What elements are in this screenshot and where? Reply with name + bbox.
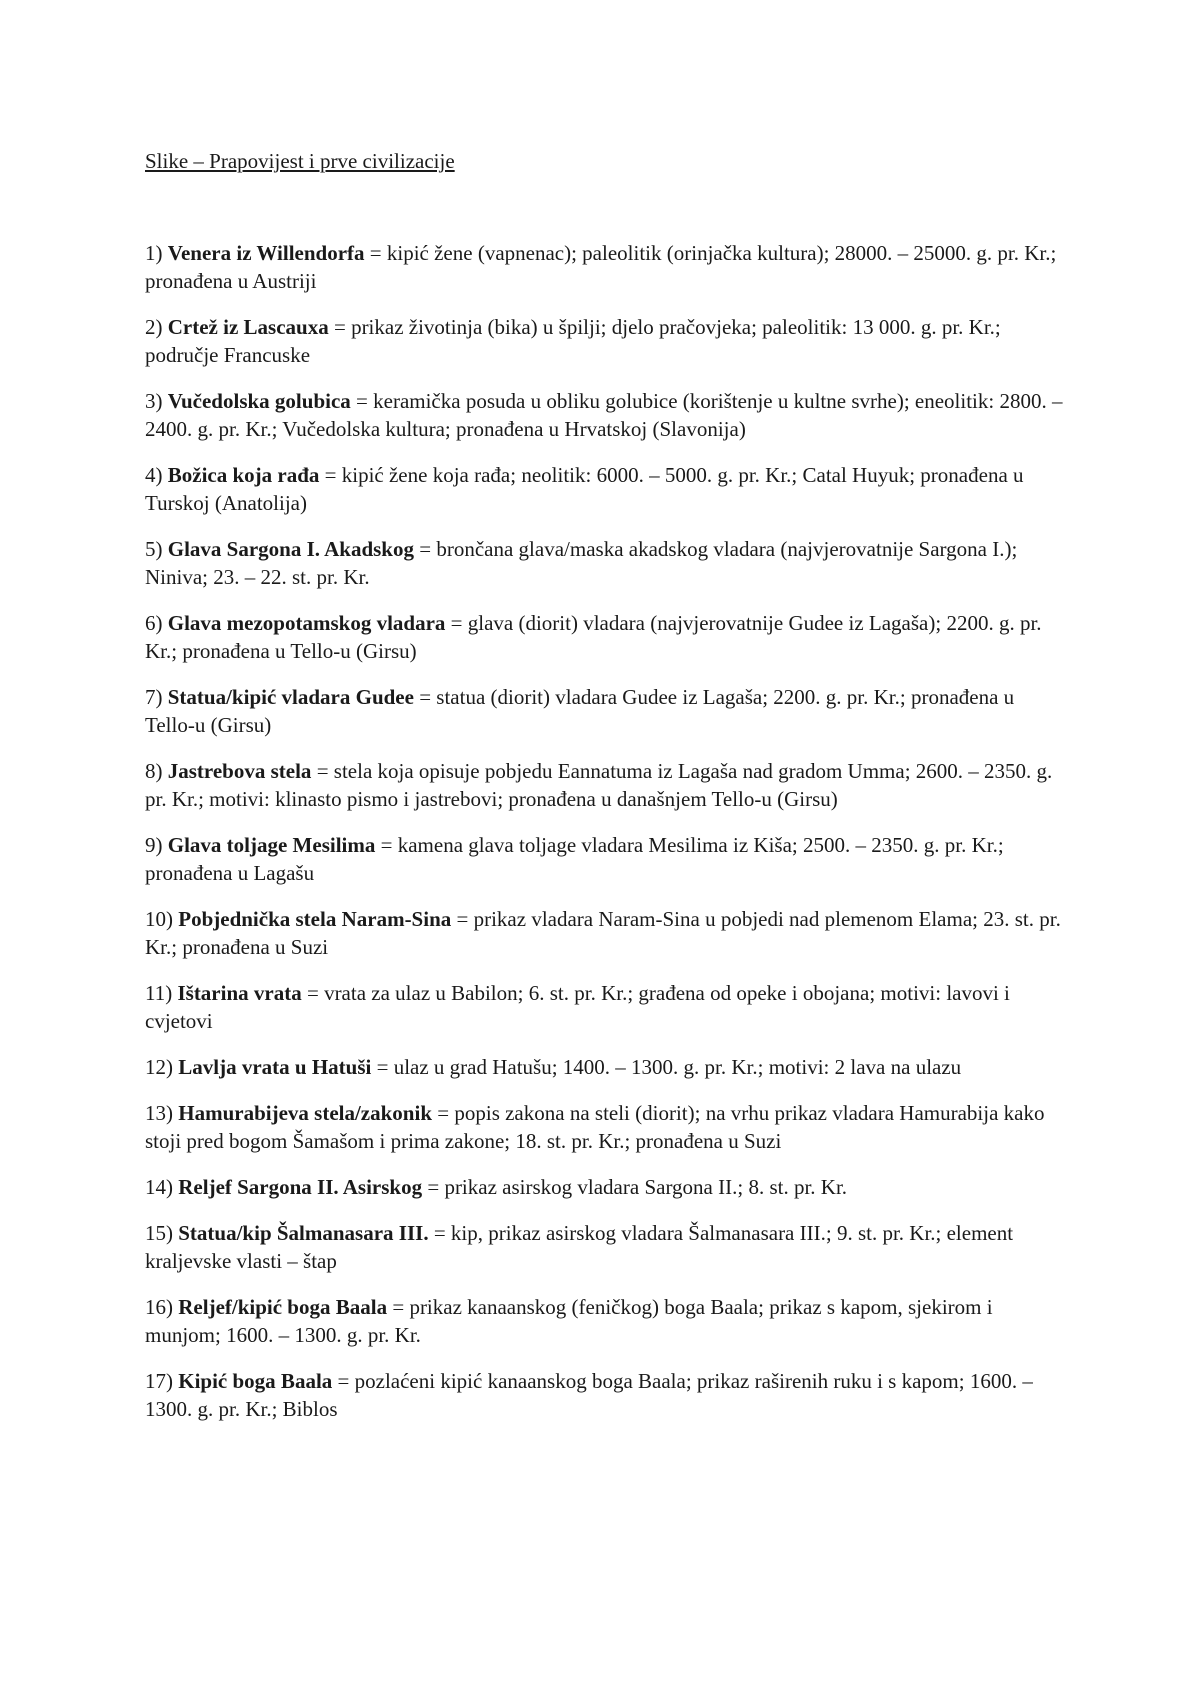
entry-name: Statua/kip Šalmanasara III. [178, 1221, 429, 1245]
entry-name: Pobjednička stela Naram-Sina [178, 907, 452, 931]
entry-number: 3) [145, 389, 163, 413]
entry-number: 11) [145, 981, 173, 1005]
entry-description: brončana glava/maska akadskog vladara (najvjerovatnije Sargona I.); Niniva; 23. – 22. st. pr. Kr. [145, 537, 1018, 589]
entry-name: Vučedolska golubica [167, 389, 351, 413]
entry-number: 10) [145, 907, 173, 931]
list-item: 3) Vučedolska golubica = keramička posuda u obliku golubice (korištenje u kultne svrhe); eneolitik: 2800. – 2400. g. pr. Kr.; Vučedolska kultura; pronađena u Hrvatskoj (Slavonija) [145, 389, 1063, 441]
entry-description: kip, prikaz asirskog vladara Šalmanasara III.; 9. st. pr. Kr.; element kraljevske vlasti – štap [145, 1221, 1014, 1273]
list-item: 13) Hamurabijeva stela/zakonik = popis zakona na steli (diorit); na vrhu prikaz vladara Hamurabija kako stoji pred bogom Šamašom i prima zakone; 18. st. pr. Kr.; pronađena u Suzi [145, 1101, 1045, 1153]
list-item: 6) Glava mezopotamskog vladara = glava (diorit) vladara (najvjerovatnije Gudee iz Lagaša); 2200. g. pr. Kr.; pronađena u Tello-u (Girsu) [145, 611, 1042, 663]
entry-description: stela koja opisuje pobjedu Eannatuma iz Lagaša nad gradom Umma; 2600. – 2350. g. pr. Kr.; motivi: klinasto pismo i jastrebovi; pronađena u današnjem Tello-u (Girsu) [145, 759, 1053, 811]
document-title: Slike – Prapovijest i prve civilizacije [145, 149, 455, 173]
entry-name: Lavlja vrata u Hatuši [178, 1055, 372, 1079]
entry-description: prikaz vladara Naram-Sina u pobjedi nad plemenom Elama; 23. st. pr. Kr.; pronađena u Suzi [145, 907, 1061, 959]
entry-name: Jastrebova stela [167, 759, 312, 783]
list-item: 14) Reljef Sargona II. Asirskog = prikaz asirskog vladara Sargona II.; 8. st. pr. Kr. [145, 1175, 848, 1199]
entry-name: Ištarina vrata [177, 981, 302, 1005]
list-item: 9) Glava toljage Mesilima = kamena glava toljage vladara Mesilima iz Kiša; 2500. – 2350. g. pr. Kr.; pronađena u Lagašu [145, 833, 1004, 885]
entry-name: Glava Sargona I. Akadskog [167, 537, 414, 561]
entry-name: Glava toljage Mesilima [167, 833, 376, 857]
entry-name: Statua/kipić vladara Gudee [167, 685, 414, 709]
entry-name: Venera iz Willendorfa [167, 241, 365, 265]
entry-description: kipić žene (vapnenac); paleolitik (orinjačka kultura); 28000. – 25000. g. pr. Kr.; pronađena u Austriji [145, 241, 1057, 293]
entry-number: 16) [145, 1295, 173, 1319]
list-item: 7) Statua/kipić vladara Gudee = statua (diorit) vladara Gudee iz Lagaša; 2200. g. pr. Kr.; pronađena u Tello-u (Girsu) [145, 685, 1015, 737]
list-item: 17) Kipić boga Baala = pozlaćeni kipić kanaanskog boga Baala; prikaz raširenih ruku i s kapom; 1600. – 1300. g. pr. Kr.; Biblos [145, 1369, 1033, 1421]
entry-number: 15) [145, 1221, 173, 1245]
entry-number: 17) [145, 1369, 173, 1393]
entry-list [145, 239, 1065, 1423]
entry-number: 5) [145, 537, 163, 561]
list-item: 4) Božica koja rađa = kipić žene koja rađa; neolitik: 6000. – 5000. g. pr. Kr.; Catal Huyuk; pronađena u Turskoj (Anatolija) [145, 463, 1024, 515]
entry-description: prikaz životinja (bika) u špilji; djelo pračovjeka; paleolitik: 13 000. g. pr. Kr.; područje Francuske [145, 315, 1001, 367]
entry-number: 2) [145, 315, 163, 339]
list-item: 5) Glava Sargona I. Akadskog = brončana glava/maska akadskog vladara (najvjerovatnije Sargona I.); Niniva; 23. – 22. st. pr. Kr. [145, 537, 1018, 589]
document-body [145, 147, 1065, 1441]
entry-description: ulaz u grad Hatušu; 1400. – 1300. g. pr. Kr.; motivi: 2 lava na ulazu [393, 1055, 962, 1079]
entry-description: keramička posuda u obliku golubice (korištenje u kultne svrhe); eneolitik: 2800. – 2400. g. pr. Kr.; Vučedolska kultura; pronađena u Hrvatskoj (Slavonija) [145, 389, 1063, 441]
list-item: 8) Jastrebova stela = stela koja opisuje pobjedu Eannatuma iz Lagaša nad gradom Umma; 2600. – 2350. g. pr. Kr.; motivi: klinasto pismo i jastrebovi; pronađena u današnjem Tello-u (Girsu) [145, 759, 1053, 811]
entry-number: 7) [145, 685, 163, 709]
entry-description: prikaz kanaanskog (feničkog) boga Baala; prikaz s kapom, sjekirom i munjom; 1600. – 1300. g. pr. Kr. [145, 1295, 993, 1347]
entry-description: kipić žene koja rađa; neolitik: 6000. – 5000. g. pr. Kr.; Catal Huyuk; pronađena u Turskoj (Anatolija) [145, 463, 1024, 515]
entry-number: 1) [145, 241, 163, 265]
list-item: 2) Crtež iz Lascauxa = prikaz životinja (bika) u špilji; djelo pračovjeka; paleolitik: 13 000. g. pr. Kr.; područje Francuske [145, 315, 1001, 367]
entry-name: Hamurabijeva stela/zakonik [178, 1101, 433, 1125]
list-item: 15) Statua/kip Šalmanasara III. = kip, prikaz asirskog vladara Šalmanasara III.; 9. st. pr. Kr.; element kraljevske vlasti – štap [145, 1221, 1014, 1273]
entry-description: kamena glava toljage vladara Mesilima iz Kiša; 2500. – 2350. g. pr. Kr.; pronađena u Lagašu [145, 833, 1004, 885]
list-item: 10) Pobjednička stela Naram-Sina = prikaz vladara Naram-Sina u pobjedi nad plemenom Elama; 23. st. pr. Kr.; pronađena u Suzi [145, 907, 1061, 959]
entry-description: pozlaćeni kipić kanaanskog boga Baala; prikaz raširenih ruku i s kapom; 1600. – 1300. g. pr. Kr.; Biblos [145, 1369, 1033, 1421]
entry-name: Božica koja rađa [167, 463, 320, 487]
entry-name: Reljef/kipić boga Baala [178, 1295, 388, 1319]
entry-number: 8) [145, 759, 163, 783]
entry-name: Kipić boga Baala [178, 1369, 333, 1393]
entry-number: 4) [145, 463, 163, 487]
entry-number: 14) [145, 1175, 173, 1199]
entry-number: 6) [145, 611, 163, 635]
entry-description: statua (diorit) vladara Gudee iz Lagaša; 2200. g. pr. Kr.; pronađena u Tello-u (Girsu) [145, 685, 1015, 737]
entry-description: glava (diorit) vladara (najvjerovatnije Gudee iz Lagaša); 2200. g. pr. Kr.; pronađena u Tello-u (Girsu) [145, 611, 1042, 663]
entry-description: prikaz asirskog vladara Sargona II.; 8. st. pr. Kr. [444, 1175, 848, 1199]
entry-name: Crtež iz Lascauxa [167, 315, 329, 339]
list-item: 11) Ištarina vrata = vrata za ulaz u Babilon; 6. st. pr. Kr.; građena od opeke i obojana; motivi: lavovi i cvjetovi [145, 981, 1010, 1033]
entry-description: popis zakona na steli (diorit); na vrhu prikaz vladara Hamurabija kako stoji pred bogom Šamašom i prima zakone; 18. st. pr. Kr.; pronađena u Suzi [145, 1101, 1045, 1153]
entry-name: Glava mezopotamskog vladara [167, 611, 446, 635]
entry-name: Reljef Sargona II. Asirskog [178, 1175, 423, 1199]
list-item: 12) Lavlja vrata u Hatuši = ulaz u grad Hatušu; 1400. – 1300. g. pr. Kr.; motivi: 2 lava na ulazu [145, 1055, 962, 1079]
entry-number: 9) [145, 833, 163, 857]
list-item: 16) Reljef/kipić boga Baala = prikaz kanaanskog (feničkog) boga Baala; prikaz s kapom, sjekirom i munjom; 1600. – 1300. g. pr. Kr. [145, 1295, 993, 1347]
entry-description: vrata za ulaz u Babilon; 6. st. pr. Kr.; građena od opeke i obojana; motivi: lavovi i cvjetovi [145, 981, 1010, 1033]
list-item: 1) Venera iz Willendorfa = kipić žene (vapnenac); paleolitik (orinjačka kultura); 28000. – 25000. g. pr. Kr.; pronađena u Austriji [145, 241, 1057, 293]
entry-number: 13) [145, 1101, 173, 1125]
entry-number: 12) [145, 1055, 173, 1079]
